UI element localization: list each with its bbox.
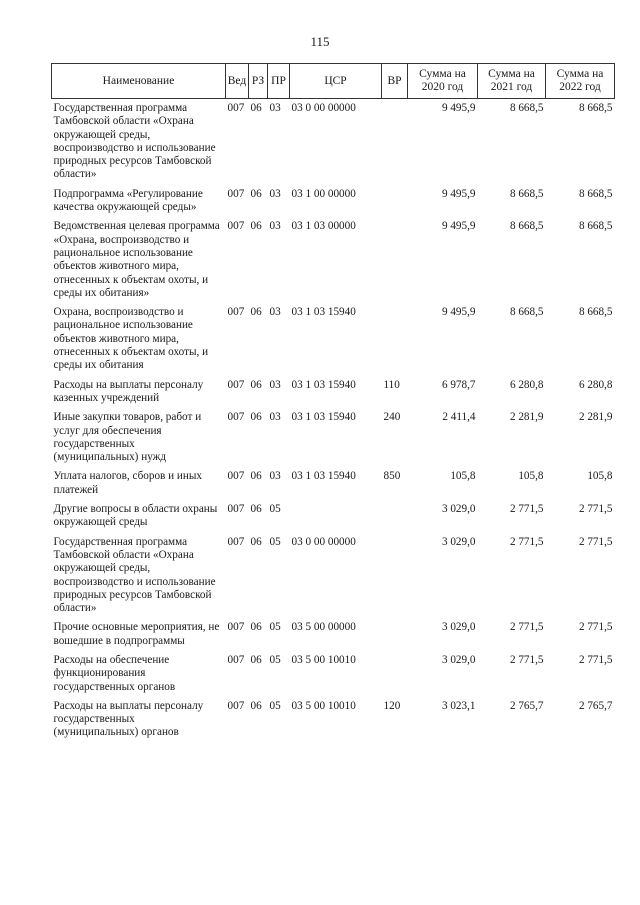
cell-sum-2022: 2 765,7 xyxy=(578,699,613,712)
cell-sum-2021: 2 771,5 xyxy=(509,653,544,666)
cell-name: Ведомственная целевая программа «Охрана, воспроизводство и рациональное использование объектов животного мира, отнесенных к объектам охоты, и среды их обитания» xyxy=(53,220,220,299)
table-row xyxy=(52,411,615,470)
budget-table xyxy=(51,63,615,746)
cell-pr: 03 xyxy=(269,306,281,319)
cell-sum-2022: 8 668,5 xyxy=(578,187,613,200)
cell-sum-2020: 3 029,0 xyxy=(441,653,476,666)
header-name: Наименование xyxy=(52,64,226,99)
cell-ved: 007 xyxy=(227,470,245,483)
cell-sum-2022: 8 668,5 xyxy=(578,220,613,233)
cell-sum-2021: 8 668,5 xyxy=(509,306,544,319)
header-sum-2022: Сумма на 2022 год xyxy=(546,64,615,99)
cell-csr: 03 1 03 15940 xyxy=(291,470,356,483)
cell-csr: 03 5 00 10010 xyxy=(291,653,356,666)
cell-pr: 03 xyxy=(269,102,281,114)
cell-rz: 06 xyxy=(250,653,262,666)
cell-csr: 03 1 03 15940 xyxy=(291,378,356,391)
header-vr: ВР xyxy=(382,64,408,99)
table-row xyxy=(52,536,615,622)
cell-sum-2021: 2 771,5 xyxy=(509,503,544,516)
cell-vr: 240 xyxy=(383,411,401,424)
cell-pr: 03 xyxy=(269,411,281,424)
table-row xyxy=(52,306,615,378)
cell-rz: 06 xyxy=(250,220,262,233)
header-sum-2021: Сумма на 2021 год xyxy=(478,64,546,99)
cell-csr: 03 5 00 10010 xyxy=(291,699,356,712)
cell-sum-2020: 3 029,0 xyxy=(441,503,476,516)
cell-sum-2020: 6 978,7 xyxy=(441,378,476,391)
cell-sum-2020: 9 495,9 xyxy=(441,306,476,319)
cell-vr xyxy=(382,536,408,622)
cell-sum-2020: 9 495,9 xyxy=(441,220,476,233)
cell-csr: 03 1 03 15940 xyxy=(291,306,356,319)
cell-sum-2020: 2 411,4 xyxy=(442,411,476,424)
cell-sum-2022: 8 668,5 xyxy=(578,306,613,319)
table-row xyxy=(52,470,615,503)
cell-ved: 007 xyxy=(227,653,245,666)
cell-sum-2020: 105,8 xyxy=(450,470,476,483)
cell-rz: 06 xyxy=(250,699,262,712)
cell-vr xyxy=(382,621,408,654)
cell-ved: 007 xyxy=(227,306,245,319)
cell-sum-2021: 2 771,5 xyxy=(509,535,544,548)
table-row xyxy=(52,654,615,700)
cell-sum-2022: 2 771,5 xyxy=(578,535,613,548)
cell-pr: 03 xyxy=(269,470,281,483)
cell-name: Охрана, воспроизводство и рациональное использование объектов животного мира, отнесенных к объектам охоты, и среды их обитания xyxy=(53,306,209,372)
cell-sum-2022: 8 668,5 xyxy=(578,102,613,114)
header-sum-2020: Сумма на 2020 год xyxy=(408,64,478,99)
cell-rz: 06 xyxy=(250,621,262,634)
page-number: 115 xyxy=(310,34,330,49)
cell-rz: 06 xyxy=(250,102,262,114)
cell-name: Государственная программа Тамбовской области «Охрана окружающей среды, воспроизводство и использование природных ресурсов Тамбовской области» xyxy=(53,535,216,615)
cell-sum-2020: 9 495,9 xyxy=(441,102,476,114)
cell-ved: 007 xyxy=(227,411,245,424)
table-row xyxy=(52,621,615,654)
table-row xyxy=(52,700,615,746)
cell-rz: 06 xyxy=(250,411,262,424)
header-pr: ПР xyxy=(268,64,290,99)
cell-vr xyxy=(382,188,408,221)
cell-sum-2020: 9 495,9 xyxy=(441,187,476,200)
header-ved: Вед xyxy=(226,64,249,99)
cell-ved: 007 xyxy=(227,187,245,200)
cell-csr: 03 0 00 00000 xyxy=(291,102,356,114)
cell-pr: 03 xyxy=(269,378,281,391)
cell-sum-2022: 6 280,8 xyxy=(578,378,613,391)
cell-name: Другие вопросы в области охраны окружающей среды xyxy=(53,503,218,529)
cell-rz: 06 xyxy=(250,187,262,200)
cell-pr: 05 xyxy=(269,621,281,634)
header-rz: РЗ xyxy=(249,64,268,99)
cell-name: Уплата налогов, сборов и иных платежей xyxy=(53,470,203,496)
cell-sum-2022: 2 771,5 xyxy=(578,503,613,516)
cell-name: Расходы на обеспечение функционирования государственных органов xyxy=(53,653,176,693)
cell-vr xyxy=(382,306,408,378)
cell-pr: 05 xyxy=(269,653,281,666)
cell-sum-2020: 3 029,0 xyxy=(441,535,476,548)
cell-sum-2021: 2 771,5 xyxy=(509,621,544,634)
cell-pr: 05 xyxy=(269,699,281,712)
cell-csr: 03 1 03 15940 xyxy=(291,411,356,424)
cell-csr: 03 1 00 00000 xyxy=(291,187,356,200)
cell-csr: 03 1 03 00000 xyxy=(291,220,356,233)
cell-ved: 007 xyxy=(227,503,245,516)
cell-name: Подпрограмма «Регулирование качества окружающей среды» xyxy=(53,187,203,214)
cell-rz: 06 xyxy=(250,306,262,319)
cell-ved: 007 xyxy=(227,699,245,712)
cell-vr: 850 xyxy=(383,470,401,483)
cell-sum-2022: 2 281,9 xyxy=(578,411,613,424)
table-row xyxy=(52,379,615,412)
cell-vr: 110 xyxy=(383,378,400,391)
cell-sum-2021: 6 280,8 xyxy=(509,378,544,391)
header-csr: ЦСР xyxy=(290,64,382,99)
cell-ved: 007 xyxy=(227,621,245,634)
cell-vr xyxy=(382,99,408,188)
cell-rz: 06 xyxy=(250,470,262,483)
cell-ved: 007 xyxy=(227,535,245,548)
cell-pr: 05 xyxy=(269,535,281,548)
cell-ved: 007 xyxy=(227,220,245,233)
cell-sum-2021: 105,8 xyxy=(518,470,544,483)
cell-vr xyxy=(382,654,408,700)
table-row xyxy=(52,99,615,188)
cell-rz: 06 xyxy=(250,535,262,548)
cell-pr: 03 xyxy=(269,187,281,200)
cell-csr xyxy=(290,503,382,536)
cell-vr: 120 xyxy=(383,699,401,712)
cell-ved: 007 xyxy=(227,102,245,114)
cell-sum-2021: 8 668,5 xyxy=(509,187,544,200)
cell-ved: 007 xyxy=(227,378,245,391)
cell-sum-2021: 2 281,9 xyxy=(509,411,544,424)
cell-pr: 03 xyxy=(269,220,281,233)
cell-vr xyxy=(382,503,408,536)
table-header-row xyxy=(52,64,615,99)
cell-pr: 05 xyxy=(269,503,281,516)
cell-sum-2021: 8 668,5 xyxy=(509,220,544,233)
table-row xyxy=(52,503,615,536)
cell-rz: 06 xyxy=(250,503,262,516)
cell-name: Расходы на выплаты персоналу государственных (муниципальных) органов xyxy=(53,699,204,739)
cell-sum-2022: 105,8 xyxy=(587,470,613,483)
cell-name: Государственная программа Тамбовской области «Охрана окружающей среды, воспроизводство и использование природных ресурсов Тамбовской области» xyxy=(53,102,216,181)
cell-sum-2021: 2 765,7 xyxy=(509,699,544,712)
cell-rz: 06 xyxy=(250,378,262,391)
cell-sum-2022: 2 771,5 xyxy=(578,621,613,634)
cell-name: Иные закупки товаров, работ и услуг для обеспечения государственных (муниципальных) нужд xyxy=(53,411,202,464)
cell-name: Расходы на выплаты персоналу казенных учреждений xyxy=(53,378,204,404)
cell-sum-2020: 3 029,0 xyxy=(441,621,476,634)
table-row xyxy=(52,188,615,221)
cell-sum-2022: 2 771,5 xyxy=(578,653,613,666)
cell-sum-2020: 3 023,1 xyxy=(441,699,476,712)
table-row xyxy=(52,220,615,306)
cell-vr xyxy=(382,220,408,306)
cell-csr: 03 5 00 00000 xyxy=(291,621,356,634)
cell-sum-2021: 8 668,5 xyxy=(509,102,544,114)
cell-csr: 03 0 00 00000 xyxy=(291,535,356,548)
cell-name: Прочие основные мероприятия, не вошедшие в подпрограммы xyxy=(53,621,220,647)
